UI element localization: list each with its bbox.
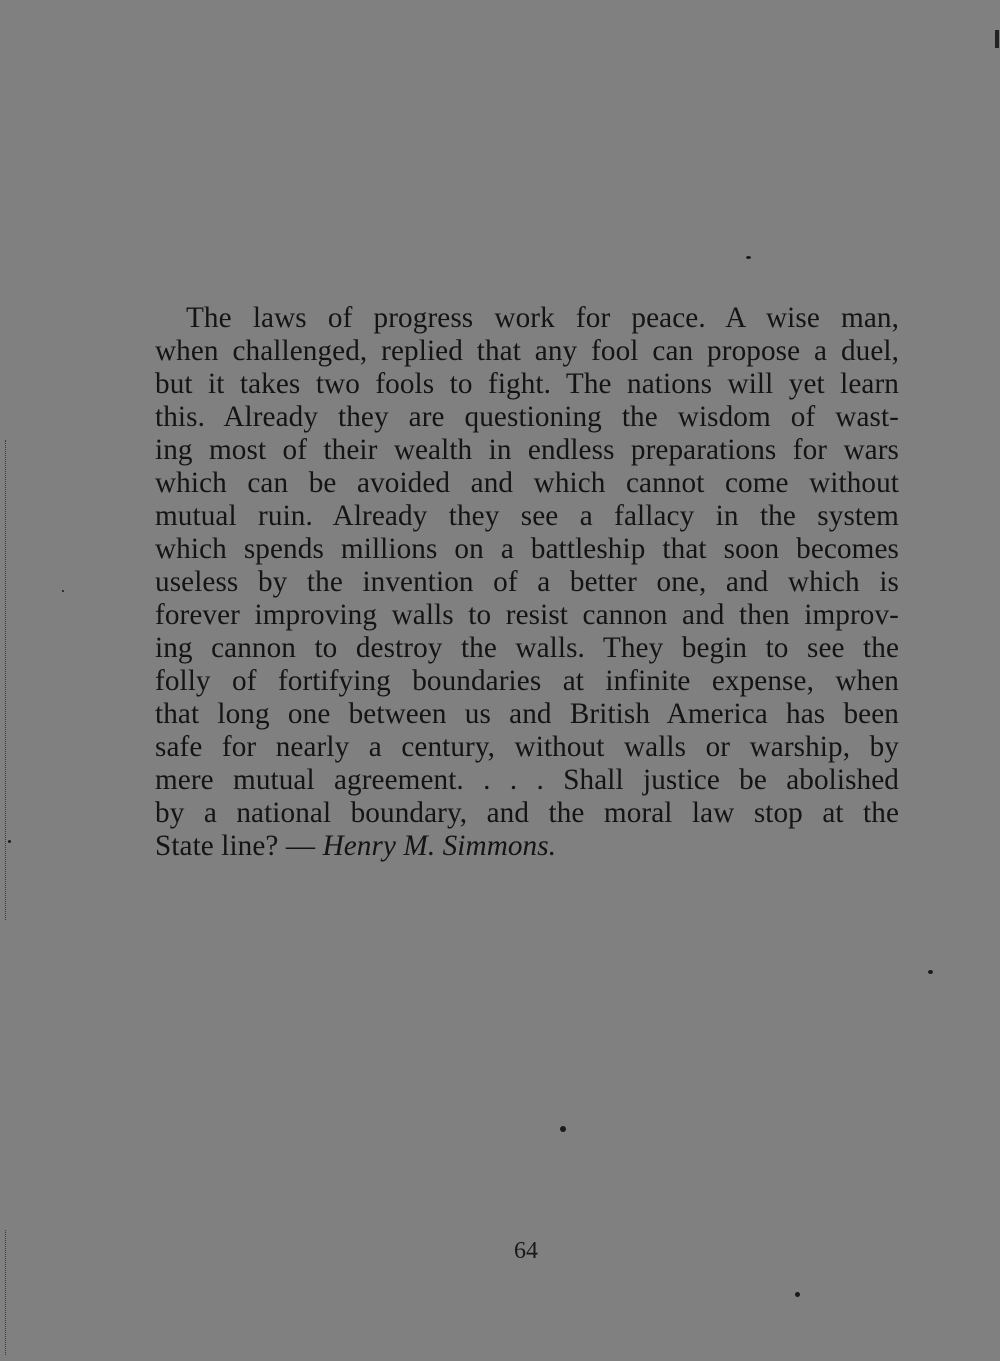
text-line: but it takes two fools to fight. The nations will yet learn — [155, 368, 899, 400]
author-name: Henry M. Simmons. — [322, 830, 557, 862]
attribution-line — [155, 830, 899, 863]
scan-artifact — [62, 590, 64, 592]
text-line: ing cannon to destroy the walls. They begin to see the — [155, 632, 899, 664]
page-number: 64 — [514, 1238, 538, 1264]
text-line: safe for nearly a century, without walls or warship, by — [155, 731, 899, 763]
text-line: useless by the invention of a better one, and which is — [155, 566, 899, 598]
text-line: The laws of progress work for peace. A wise man, — [186, 302, 899, 334]
text-line: which can be avoided and which cannot come without — [155, 467, 899, 499]
text-line: folly of fortifying boundaries at infinite expense, when — [155, 665, 899, 697]
text-line: forever improving walls to resist cannon and then improv- — [155, 599, 899, 631]
text-line: this. Already they are questioning the wisdom of wast- — [155, 401, 899, 433]
text-line: when challenged, replied that any fool can propose a duel, — [155, 335, 899, 367]
text-line: that long one between us and British America has been — [155, 698, 899, 730]
text-line: mutual ruin. Already they see a fallacy in the system — [155, 500, 899, 532]
scan-artifact — [928, 970, 933, 974]
scan-artifact — [995, 30, 999, 48]
scan-artifact — [8, 840, 11, 843]
scan-artifact — [5, 440, 6, 920]
text-line: which spends millions on a battleship that soon becomes — [155, 533, 899, 565]
scan-artifact — [795, 1292, 800, 1297]
text-line: mere mutual agreement. . . . Shall justice be abolished — [155, 764, 899, 796]
last-line-text: State line? — — [155, 830, 323, 862]
text-line: by a national boundary, and the moral law stop at the — [155, 797, 899, 829]
scan-artifact — [5, 1230, 6, 1355]
scan-artifact — [746, 256, 751, 259]
scan-artifact — [560, 1126, 566, 1132]
quotation-passage — [155, 302, 899, 863]
text-line: ing most of their wealth in endless preparations for wars — [155, 434, 899, 466]
